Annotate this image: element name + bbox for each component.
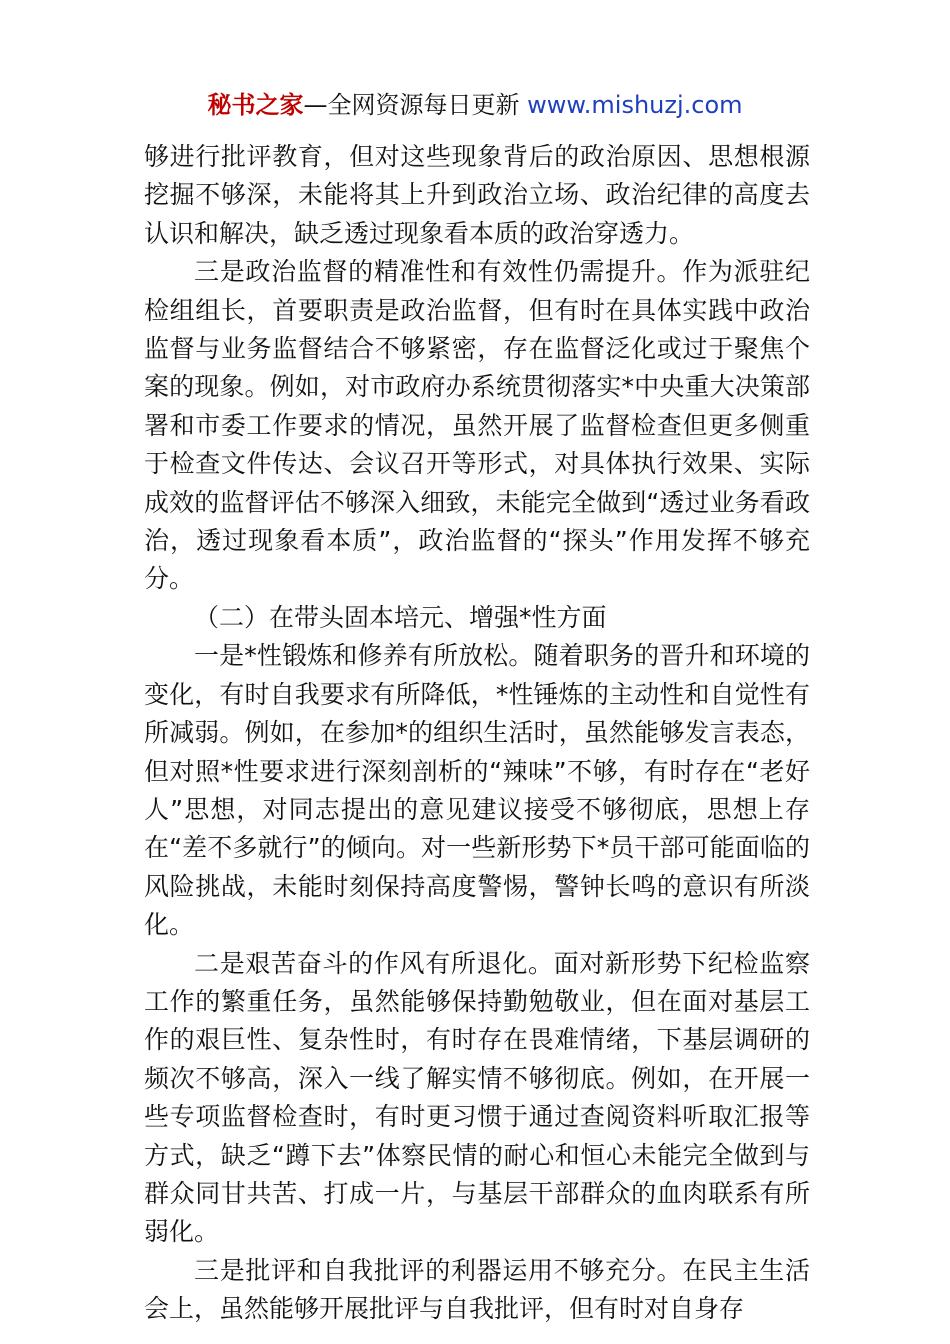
page-header <box>0 88 950 122</box>
header-brand: 秘书之家 <box>207 91 304 119</box>
header-url[interactable]: www.mishuzj.com <box>527 91 743 119</box>
paragraph: 二是艰苦奋斗的作风有所退化。面对新形势下纪检监察工作的繁重任务，虽然能够保持勤勉敬业，但在面对基层工作的艰巨性、复杂性时，有时存在畏难情绪，下基层调研的频次不够高，深入一线了解实情不够彻底。例如，在开展一些专项监督检查时，有时更习惯于通过查阅资料听取汇报等方式，缺乏“蹲下去”体察民情的耐心和恒心未能完全做到与群众同甘共苦、打成一片，与基层干部群众的血肉联系有所弱化。 <box>144 948 810 1247</box>
paragraph: 三是批评和自我批评的利器运用不够充分。在民主生活会上，虽然能够开展批评与自我批评，但有时对自身存 <box>144 1255 810 1324</box>
document-body <box>144 138 810 1329</box>
section-heading: （二）在带头固本培元、增强*性方面 <box>194 602 607 632</box>
paragraph: 够进行批评教育，但对这些现象背后的政治原因、思想根源挖掘不够深，未能将其上升到政治立场、政治纪律的高度去认识和解决，缺乏透过现象看本质的政治穿透力。 <box>144 142 810 248</box>
header-slogan: —全网资源每日更新 <box>303 91 528 119</box>
paragraph: 三是政治监督的精准性和有效性仍需提升。作为派驻纪检组组长，首要职责是政治监督，但有时在具体实践中政治监督与业务监督结合不够紧密，存在监督泛化或过于聚焦个案的现象。例如，对市政府办系统贯彻落实*中央重大决策部署和市委工作要求的情况，虽然开展了监督检查但更多侧重于检查文件传达、会议召开等形式，对具体执行效果、实际成效的监督评估不够深入细致，未能完全做到“透过业务看政治，透过现象看本质”，政治监督的“探头”作用发挥不够充分。 <box>144 257 810 594</box>
paragraph: 一是*性锻炼和修养有所放松。随着职务的晋升和环境的变化，有时自我要求有所降低，*性锤炼的主动性和自觉性有所减弱。例如，在参加*的组织生活时，虽然能够发言表态，但对照*性要求进行深刻剖析的“辣味”不够，有时存在“老好人”思想，对同志提出的意见建议接受不够彻底，思想上存在“差不多就行”的倾向。对一些新形势下*员干部可能面临的风险挑战，未能时刻保持高度警惕，警钟长鸣的意识有所淡化。 <box>144 641 810 940</box>
